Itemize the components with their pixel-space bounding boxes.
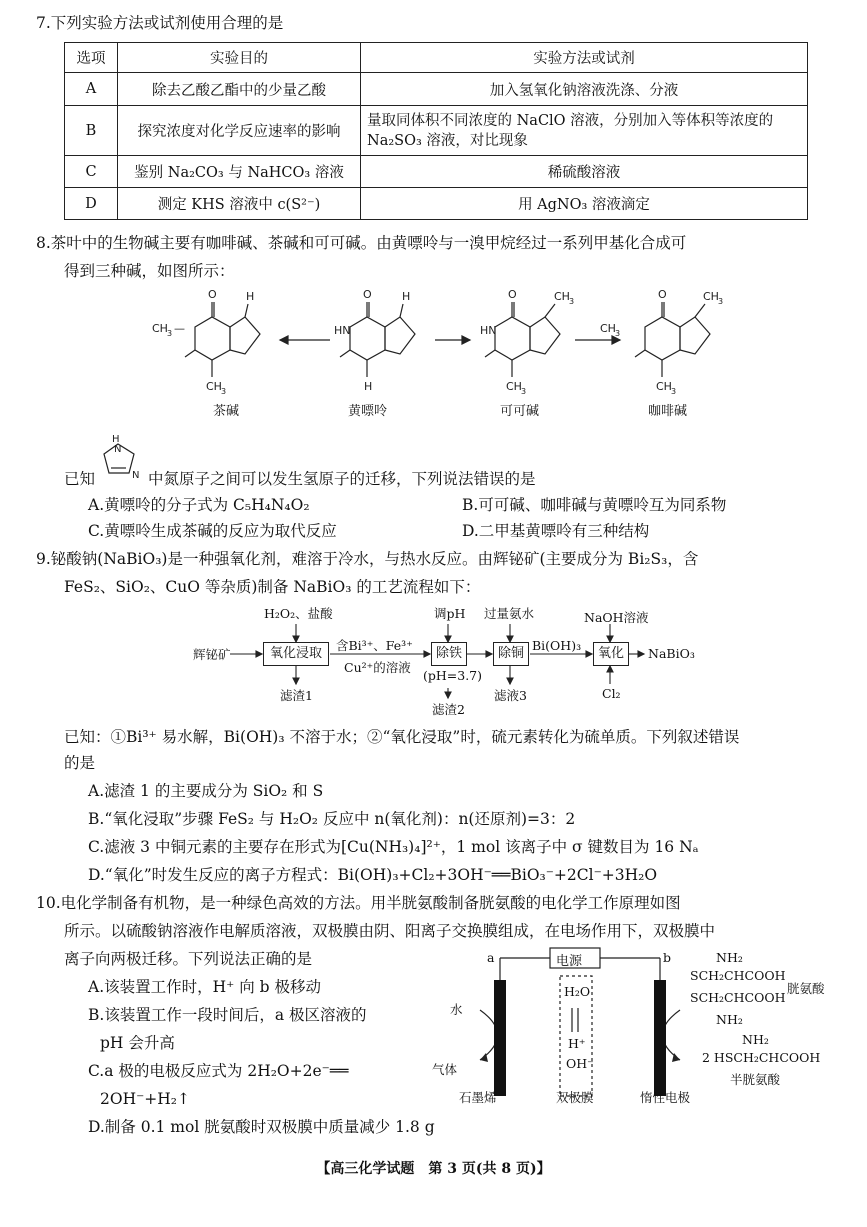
- svg-text:CH: CH: [506, 380, 522, 393]
- svg-text:H: H: [112, 434, 120, 445]
- svg-text:H: H: [246, 290, 255, 303]
- q8-option-a: A.黄嘌呤的分子式为 C₅H₄N₄O₂: [88, 496, 310, 514]
- theobromine-structure: [485, 302, 560, 377]
- flow-output-2: 滤渣2: [432, 702, 465, 717]
- svg-text:CH: CH: [703, 290, 719, 303]
- row-a-method: 加入氢氧化钠溶液洗涤、分液: [361, 73, 808, 106]
- svg-text:N: N: [132, 470, 140, 481]
- cysteine-formula: 2 HSCH₂CHCOOH: [702, 1050, 821, 1065]
- cystine-formula-line1: SCH₂CHCOOH: [690, 968, 786, 983]
- svg-text:O: O: [208, 288, 217, 301]
- q10-stem-line2: 所示。以硫酸钠溶液作电解质溶液，双极膜由阴、阳离子交换膜组成，在电场作用下，双极膜中: [64, 922, 716, 940]
- power-source-label: 电源: [556, 954, 583, 969]
- flow-box-oxidation: 氧化: [593, 642, 629, 666]
- membrane-ohminus-label: OH⁻: [566, 1056, 594, 1071]
- q8-stem-line1: 8.茶叶中的生物碱主要有咖啡碱、茶碱和可可碱。由黄嘌呤与一溴甲烷经过一系列甲基化合成可: [36, 234, 687, 252]
- cystine-nh2-top: NH₂: [716, 950, 743, 965]
- name-theobromine: 可可碱: [500, 404, 540, 419]
- bipolar-membrane-label: 双极膜: [556, 1090, 594, 1105]
- row-a-option: A: [65, 73, 118, 106]
- q8-stem-line2: 得到三种碱，如图所示：: [64, 262, 235, 280]
- table-row: [65, 156, 808, 188]
- q10-option-a: A.该装置工作时，H⁺ 向 b 极移动: [88, 978, 322, 996]
- gas-label: 气体: [432, 1062, 458, 1077]
- header-option: 选项: [65, 43, 118, 73]
- flow-ore: 辉铋矿: [193, 647, 231, 662]
- flow-output-1: 滤渣1: [280, 688, 313, 703]
- svg-text:HN: HN: [480, 324, 497, 337]
- svg-text:O: O: [363, 288, 372, 301]
- table-row: [65, 106, 808, 156]
- row-d-option: D: [65, 188, 118, 220]
- row-c-option: C: [65, 156, 118, 188]
- q8-known-text: 中氮原子之间可以发生氢原子的迁移，下列说法错误的是: [148, 470, 536, 488]
- flow-input-2: 调pH: [434, 606, 466, 621]
- electrode-label-a: a: [487, 950, 495, 965]
- q9-known-line1: 已知：①Bi³⁺ 易水解，Bi(OH)₃ 不溶于水；②“氧化浸取”时，硫元素转化为硫单质。下列叙述错误: [64, 728, 740, 746]
- electrode-label-b: b: [663, 950, 672, 965]
- q10-option-b-line1: B.该装置工作一段时间后，a 极区溶液的: [88, 1006, 367, 1024]
- flow-chlorine: Cl₂: [602, 686, 621, 701]
- xanthine-structure: [340, 302, 415, 377]
- table-row: [65, 188, 808, 220]
- svg-text:CH: CH: [206, 380, 222, 393]
- q7-table: [64, 42, 808, 220]
- q9-stem-line2: FeS₂、SiO₂、CuO 等杂质)制备 NaBiO₃ 的工艺流程如下：: [64, 578, 481, 596]
- row-b-purpose: 探究浓度对化学反应速率的影响: [118, 106, 361, 156]
- flow-input-4: NaOH溶液: [584, 610, 649, 625]
- svg-text:CH: CH: [656, 380, 672, 393]
- name-theophylline: 茶碱: [213, 404, 240, 419]
- q10-option-c-line2: 2OH⁻+H₂↑: [100, 1090, 190, 1108]
- svg-text:3: 3: [615, 329, 621, 338]
- q10-option-d: D.制备 0.1 mol 胱氨酸时双极膜中质量减少 1.8 g: [88, 1118, 435, 1136]
- svg-text:3: 3: [521, 387, 527, 396]
- cystine-nh2-bottom: NH₂: [716, 1012, 743, 1027]
- q8-option-c: C.黄嘌呤生成茶碱的反应为取代反应: [88, 522, 337, 540]
- cystine-formula-line2: SCH₂CHCOOH: [690, 990, 786, 1005]
- svg-text:HN: HN: [334, 324, 351, 337]
- q10-option-b-line2: pH 会升高: [100, 1034, 175, 1052]
- q9-option-d: D.“氧化”时发生反应的离子方程式：Bi(OH)₃+Cl₂+3OH⁻══BiO₃⁻+2Cl⁻+3H₂O: [88, 866, 658, 884]
- svg-text:CH: CH: [600, 322, 616, 335]
- row-b-option: B: [65, 106, 118, 156]
- row-d-method: 用 AgNO₃ 溶液滴定: [361, 188, 808, 220]
- cystine-name: 胱氨酸: [787, 981, 825, 996]
- row-c-method: 稀硫酸溶液: [361, 156, 808, 188]
- page-footer: 【高三化学试题 第 3 页(共 8 页)】: [316, 1161, 551, 1177]
- flow-box-remove-iron: 除铁: [431, 642, 467, 666]
- imidazole-structure: [96, 428, 144, 486]
- q9-stem-line1: 9.铋酸钠(NaBiO₃)是一种强氧化剂，难溶于冷水，与热水反应。由辉铋矿(主要成分为 Bi₂S₃，含: [36, 550, 699, 568]
- svg-text:CH: CH: [152, 322, 168, 335]
- svg-text:3: 3: [221, 387, 227, 396]
- caffeine-structure: [635, 302, 710, 377]
- graphene-electrode-label: 石墨烯: [459, 1090, 497, 1105]
- q8-option-d: D.二甲基黄嘌呤有三种结构: [462, 522, 650, 540]
- q9-known-line2: 的是: [64, 754, 96, 772]
- header-purpose: 实验目的: [118, 43, 361, 73]
- svg-text:H: H: [402, 290, 411, 303]
- svg-text:H: H: [364, 380, 373, 393]
- name-xanthine: 黄嘌呤: [348, 404, 388, 419]
- q8-known-prefix: 已知: [64, 470, 96, 488]
- flow-intermediate-1a: 含Bi³⁺、Fe³⁺: [336, 638, 413, 653]
- flow-ph: (pH=3.7): [423, 668, 483, 683]
- membrane-hplus-label: H⁺: [568, 1036, 586, 1051]
- cysteine-name: 半胱氨酸: [730, 1072, 781, 1087]
- inert-electrode-label: 惰性电极: [640, 1090, 691, 1105]
- svg-text:N: N: [114, 444, 122, 455]
- flow-box-remove-copper: 除铜: [493, 642, 529, 666]
- svg-text:O: O: [658, 288, 667, 301]
- row-c-purpose: 鉴别 Na₂CO₃ 与 NaHCO₃ 溶液: [118, 156, 361, 188]
- flow-intermediate-3: Bi(OH)₃: [532, 638, 582, 653]
- svg-text:3: 3: [569, 297, 575, 306]
- q10-stem-line3: 离子向两极迁移。下列说法正确的是: [64, 950, 313, 968]
- cysteine-nh2: NH₂: [742, 1032, 769, 1047]
- flow-output-3: 滤液3: [494, 688, 527, 703]
- svg-text:O: O: [508, 288, 517, 301]
- header-method: 实验方法或试剂: [361, 43, 808, 73]
- svg-text:3: 3: [718, 297, 724, 306]
- flow-input-3: 过量氨水: [484, 606, 535, 621]
- row-d-purpose: 测定 KHS 溶液中 c(S²⁻): [118, 188, 361, 220]
- q7-stem: 7.下列实验方法或试剂使用合理的是: [36, 14, 284, 32]
- name-caffeine: 咖啡碱: [648, 404, 688, 419]
- flow-box-oxidative-leaching: 氧化浸取: [263, 642, 329, 666]
- water-label: 水: [450, 1002, 463, 1017]
- q9-option-b: B.“氧化浸取”步骤 FeS₂ 与 H₂O₂ 反应中 n(氧化剂)：n(还原剂)=3：2: [88, 810, 576, 828]
- svg-text:CH: CH: [554, 290, 570, 303]
- theophylline-structure: [185, 302, 260, 377]
- svg-text:—: —: [174, 322, 185, 335]
- flow-product: NaBiO₃: [648, 646, 695, 661]
- svg-text:3: 3: [167, 329, 173, 338]
- row-a-purpose: 除去乙酸乙酯中的少量乙酸: [118, 73, 361, 106]
- row-b-method: 量取同体积不同浓度的 NaClO 溶液，分别加入等体积等浓度的 Na₂SO₃ 溶液，对比现象: [361, 106, 808, 156]
- q9-option-a: A.滤渣 1 的主要成分为 SiO₂ 和 S: [88, 782, 324, 800]
- q9-option-c: C.滤液 3 中铜元素的主要存在形式为[Cu(NH₃)₄]²⁺，1 mol 该离子中 σ 键数目为 16 Nₐ: [88, 838, 699, 856]
- q10-option-c-line1: C.a 极的电极反应式为 2H₂O+2e⁻══: [88, 1062, 349, 1080]
- flow-input-1: H₂O₂、盐酸: [264, 606, 333, 621]
- q8-option-b: B.可可碱、咖啡碱与黄嘌呤互为同系物: [462, 496, 727, 514]
- table-header-row: [65, 43, 808, 73]
- svg-text:3: 3: [671, 387, 677, 396]
- table-row: [65, 73, 808, 106]
- membrane-water-label: H₂O: [564, 984, 591, 999]
- flow-intermediate-1b: Cu²⁺的溶液: [344, 660, 411, 675]
- q10-stem-line1: 10.电化学制备有机物，是一种绿色高效的方法。用半胱氨酸制备胱氨酸的电化学工作原理如图: [36, 894, 681, 912]
